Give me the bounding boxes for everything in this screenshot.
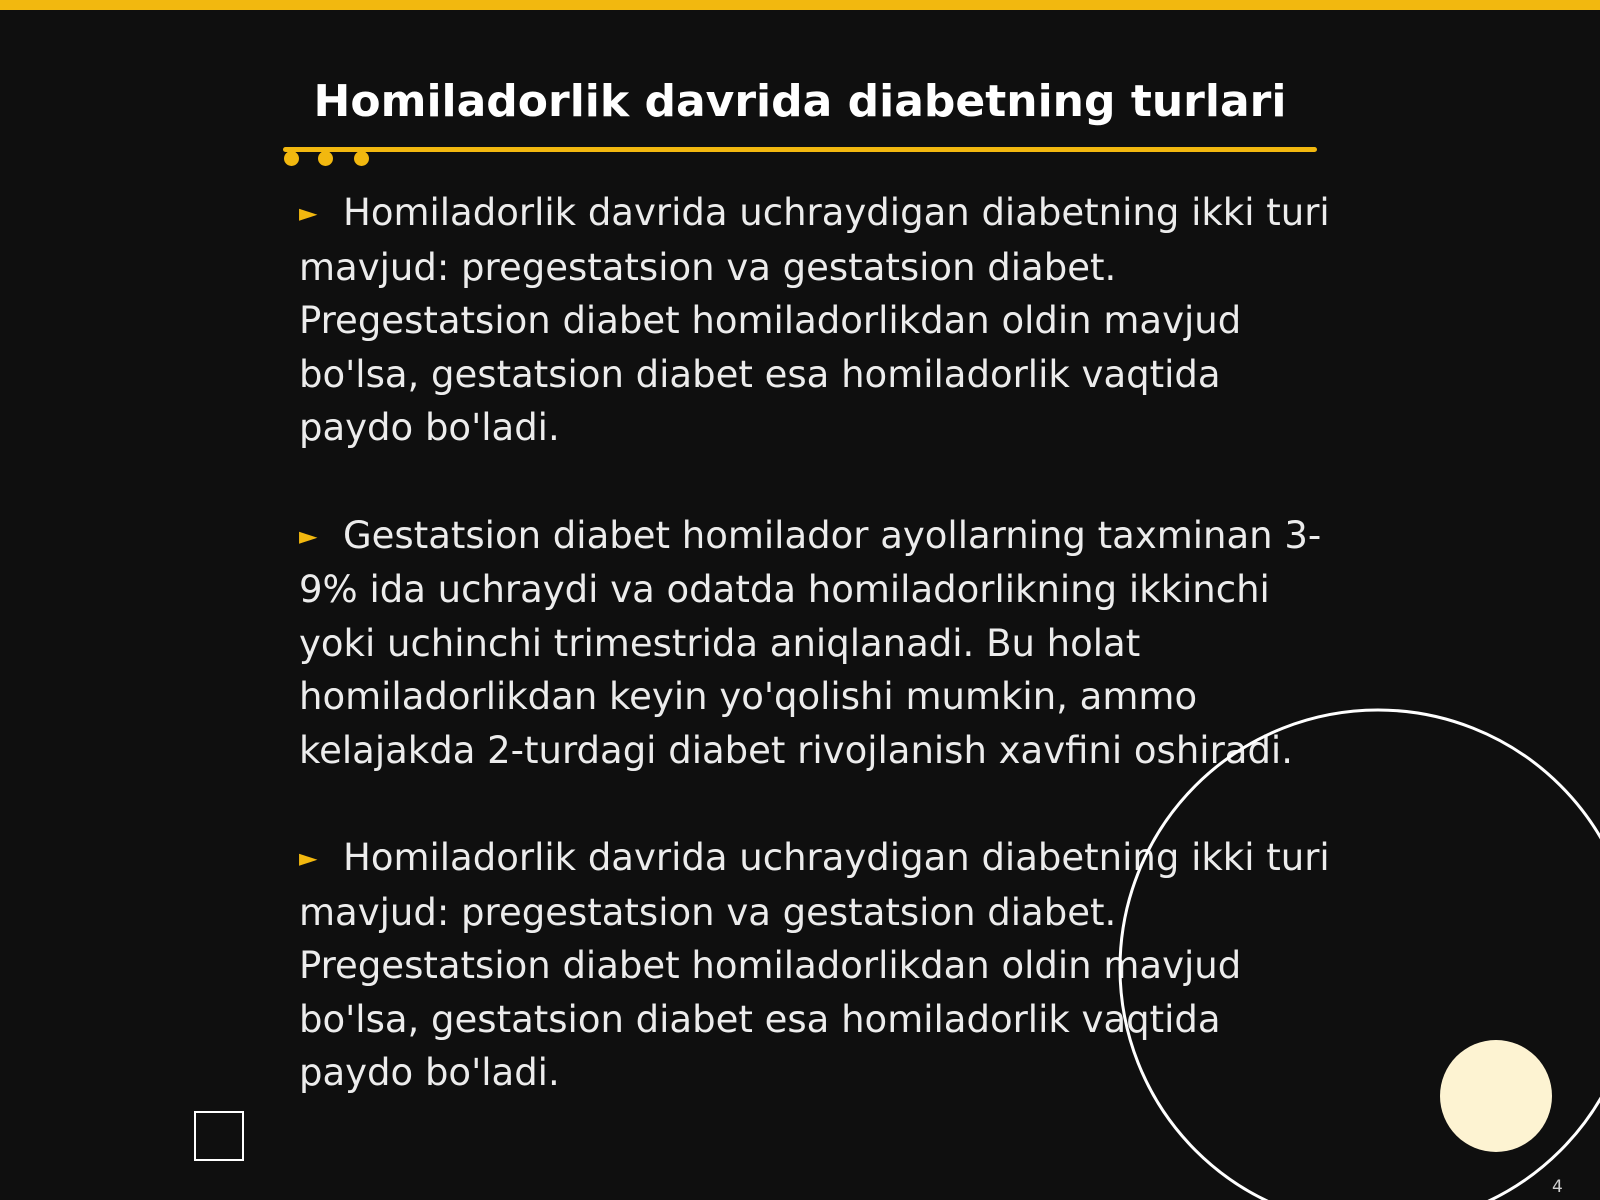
bullet-line: mavjud: pregestatsion va gestatsion diabet.: [299, 245, 1117, 289]
bullet-line: bo'lsa, gestatsion diabet esa homiladorlik vaqtida: [299, 352, 1221, 396]
decorative-dot: [284, 151, 299, 166]
bullet-line: bo'lsa, gestatsion diabet esa homiladorlik vaqtida: [299, 997, 1221, 1041]
bullet-line: kelajakda 2-turdagi diabet rivojlanish xavfini oshiradi.: [299, 728, 1293, 772]
bullet-line: homiladorlikdan keyin yo'qolishi mumkin, ammo: [299, 675, 1198, 718]
decorative-dot: [354, 151, 369, 166]
bullet-line: Pregestatsion diabet homiladorlikdan oldin mavjud: [299, 299, 1242, 342]
bullet-line: 9% ida uchraydi va odatda homiladorlikning ikkinchi: [299, 568, 1270, 611]
page-number: 4: [1552, 1177, 1563, 1197]
title-underline: [283, 147, 1317, 152]
bullet-list: [299, 186, 1330, 1154]
bullet-line: mavjud: pregestatsion va gestatsion diabet.: [299, 890, 1117, 934]
bullet-line: paydo bo'ladi.: [299, 1051, 560, 1094]
triangle-bullet-icon: ►: [299, 199, 318, 227]
bullet-line: paydo bo'ladi.: [299, 406, 560, 449]
slide-title: Homiladorlik davrida diabetning turlari: [313, 76, 1287, 127]
decorative-filled-circle: [1440, 1040, 1552, 1152]
bullet-item: [299, 186, 1330, 455]
bullet-line: Pregestatsion diabet homiladorlikdan oldin mavjud: [299, 944, 1242, 987]
top-accent-bar: [0, 0, 1600, 10]
bullet-item: [299, 831, 1330, 1100]
bullet-line: yoki uchinchi trimestrida aniqlanadi. Bu holat: [299, 621, 1141, 665]
bullet-line: Homiladorlik davrida uchraydigan diabetning ikki turi: [343, 191, 1330, 234]
bullet-line: Gestatsion diabet homilador ayollarning taxminan 3-: [343, 513, 1322, 557]
decorative-dot: [318, 151, 333, 166]
decorative-square: [194, 1111, 244, 1161]
triangle-bullet-icon: ►: [299, 521, 318, 550]
bullet-line: Homiladorlik davrida uchraydigan diabetning ikki turi: [343, 836, 1330, 879]
triangle-bullet-icon: ►: [299, 844, 318, 872]
bullet-item: [299, 509, 1322, 778]
